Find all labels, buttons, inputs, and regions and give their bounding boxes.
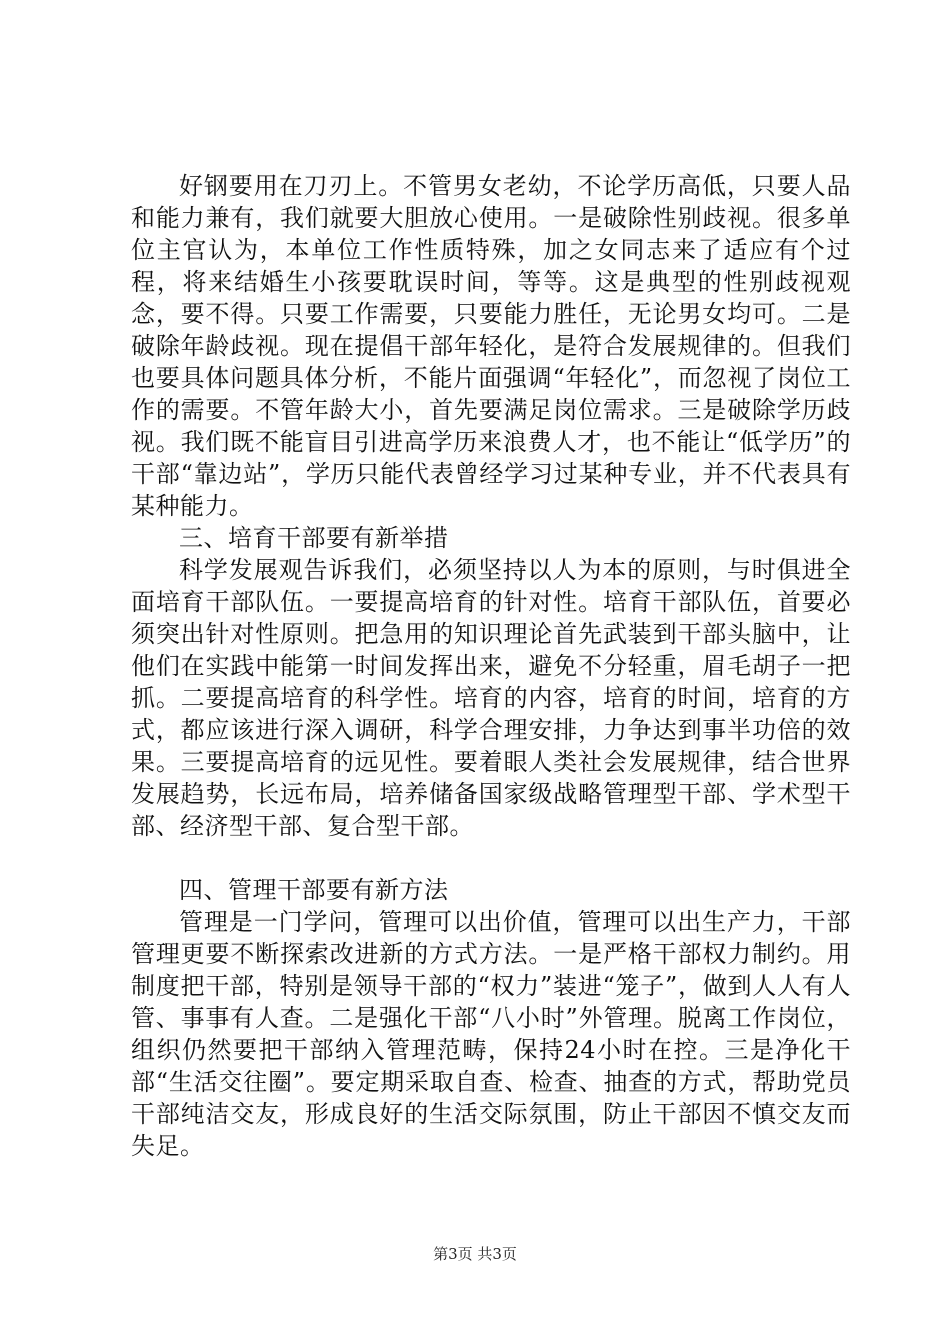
paragraph-cadre-management: 管理是一门学问，管理可以出价值，管理可以出生产力，干部管理更要不断探索改进新的方式方法。一是严格干部权力制约。用制度把干部，特别是领导干部的“权力”装进“笼子”，做到人人有人管、事事有人查。二是强化干部“八小时”外管理。脱离工作岗位，组织仍然要把干部纳入管理范畴，保持24小时在控。三是净化干部“生活交往圈”。要定期采取自查、检查、抽查的方式，帮助党员干部纯洁交友，形成良好的生活交际氛围，防止干部因不慎交友而失足。 (131, 908, 851, 1160)
paragraph-spacer (131, 842, 851, 874)
page-number-footer: 第3页 共3页 (433, 1245, 517, 1263)
paragraph-talent-use: 好钢要用在刀刃上。不管男女老幼，不论学历高低，只要人品和能力兼有，我们就要大胆放心使用。一是破除性别歧视。很多单位主官认为，本单位工作性质特殊，加之女同志来了适应有个过程，将来结婚生小孩要耽误时间，等等。这是典型的性别歧视观念，要不得。只要工作需要，只要能力胜任，无论男女均可。二是破除年龄歧视。现在提倡干部年轻化，是符合发展规律的。但我们也要具体问题具体分析，不能片面强调“年轻化”，而忽视了岗位工作的需要。不管年龄大小，首先要满足岗位需求。三是破除学历歧视。我们既不能盲目引进高学历来浪费人才，也不能让“低学历”的干部“靠边站”，学历只能代表曾经学习过某种专业，并不代表具有某种能力。 (131, 172, 851, 520)
section-heading-3: 三、培育干部要有新举措 (179, 524, 449, 552)
document-body (131, 170, 851, 1162)
section-heading-4: 四、管理干部要有新方法 (179, 876, 449, 904)
paragraph-cadre-training: 科学发展观告诉我们，必须坚持以人为本的原则，与时俱进全面培育干部队伍。一要提高培育的针对性。培育干部队伍，首要必须突出针对性原则。把急用的知识理论首先武装到干部头脑中，让他们在实践中能第一时间发挥出来，避免不分轻重，眉毛胡子一把抓。二要提高培育的科学性。培育的内容，培育的时间，培育的方式，都应该进行深入调研，科学合理安排，力争达到事半功倍的效果。三要提高培育的远见性。要着眼人类社会发展规律，结合世界发展趋势，长远布局，培养储备国家级战略管理型干部、学术型干部、经济型干部、复合型干部。 (131, 556, 851, 840)
